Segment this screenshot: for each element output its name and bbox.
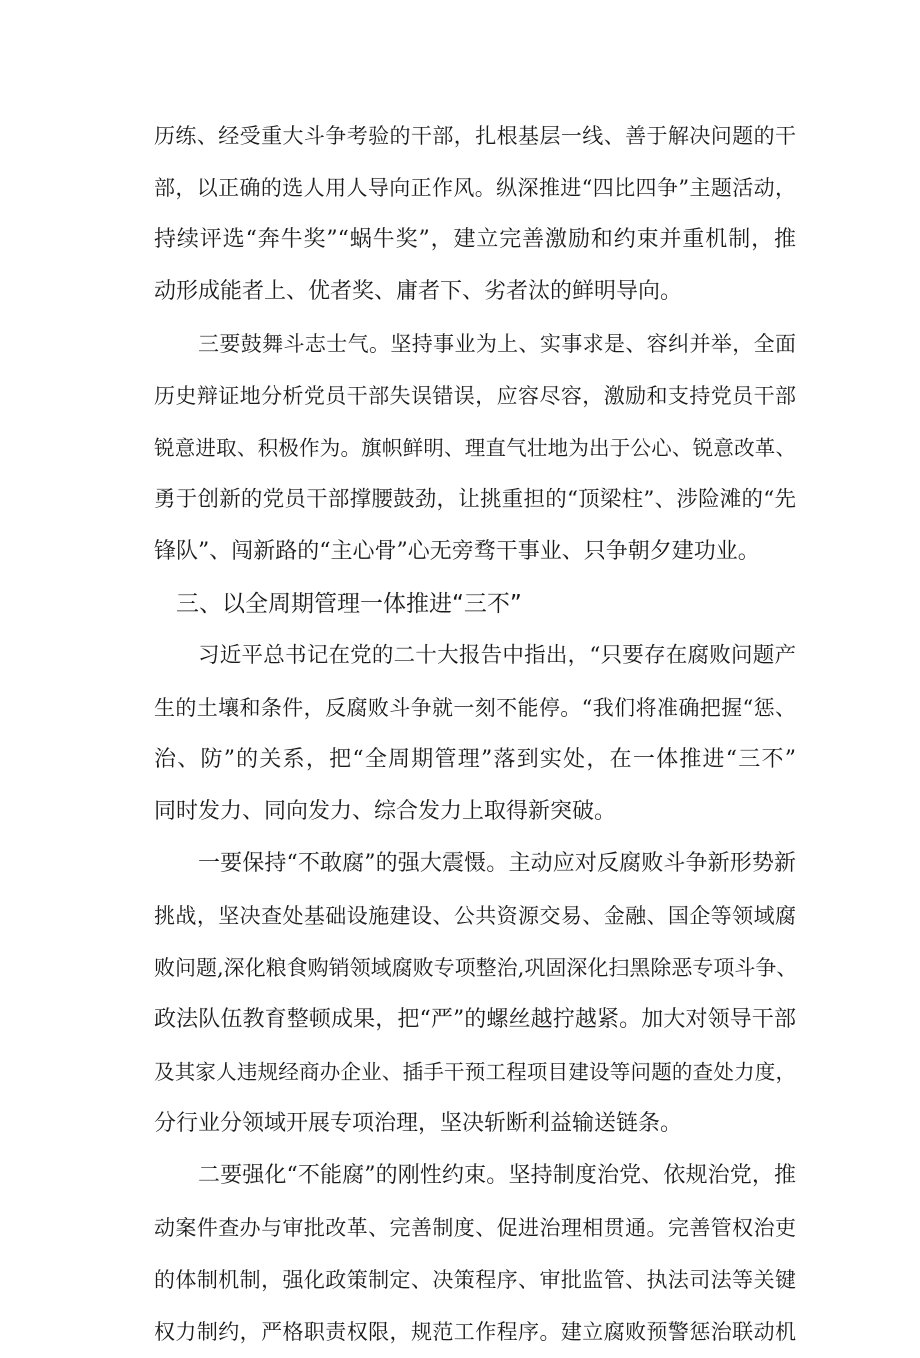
text-line: 分行业分领域开展专项治理，坚决斩断利益输送链条。 bbox=[154, 1111, 683, 1136]
text-line: 锋队”、闯新路的“主心骨”心无旁骛干事业、只争朝夕建功业。 bbox=[154, 539, 760, 564]
text-line: 动形成能者上、优者奖、庸者下、劣者汰的鲜明导向。 bbox=[154, 279, 683, 304]
text-line: 动案件查办与审批改革、完善制度、促进治理相贯通。完善管权治吏 bbox=[154, 1216, 796, 1240]
text-line: 生的土壤和条件，反腐败斗争就一刻不能停。“我们将准确把握“惩、 bbox=[154, 696, 796, 720]
section-heading: 三、以全周期管理一体推进“三不” bbox=[176, 591, 522, 617]
paragraph-start-line: 一要保持“不敢腐”的强大震慑。主动应对反腐败斗争新形势新 bbox=[198, 851, 796, 876]
text-line: 败问题,深化粮食购销领域腐败专项整治,巩固深化扫黑除恶专项斗争、 bbox=[154, 956, 798, 980]
text-line: 权力制约，严格职责权限，规范工作程序。建立腐败预警惩治联动机 bbox=[154, 1320, 796, 1344]
text-line: 锐意进取、积极作为。旗帜鲜明、理直气壮地为出于公心、锐意改革、 bbox=[154, 436, 796, 460]
text-line: 部，以正确的选人用人导向正作风。纵深推进“四比四争”主题活动， bbox=[154, 176, 796, 200]
text-line: 同时发力、同向发力、综合发力上取得新突破。 bbox=[154, 799, 617, 824]
text-line: 治、防”的关系，把“全周期管理”落到实处，在一体推进“三不” bbox=[154, 747, 796, 772]
text-line: 的体制机制，强化政策制定、决策程序、审批监管、执法司法等关键 bbox=[154, 1268, 796, 1292]
text-line: 挑战，坚决查处基础设施建设、公共资源交易、金融、国企等领域腐 bbox=[154, 904, 796, 928]
document-body bbox=[154, 110, 796, 1358]
text-line: 政法队伍教育整顿成果，把“严”的螺丝越拧越紧。加大对领导干部 bbox=[154, 1007, 796, 1032]
text-line: 历练、经受重大斗争考验的干部，扎根基层一线、善于解决问题的干 bbox=[154, 124, 796, 148]
paragraph-start-line: 三要鼓舞斗志士气。坚持事业为上、实事求是、容纠并举，全面 bbox=[198, 332, 796, 356]
text-line: 勇于创新的党员干部撑腰鼓劲，让挑重担的“顶梁柱”、涉险滩的“先 bbox=[154, 487, 796, 512]
text-line: 持续评选“奔牛奖”“蜗牛奖”，建立完善激励和约束并重机制，推 bbox=[154, 227, 796, 252]
paragraph-start-line: 习近平总书记在党的二十大报告中指出，“只要存在腐败问题产 bbox=[198, 643, 796, 668]
paragraph-start-line: 二要强化“不能腐”的刚性约束。坚持制度治党、依规治党，推 bbox=[198, 1163, 796, 1188]
text-line: 历史辩证地分析党员干部失误错误，应容尽容，激励和支持党员干部 bbox=[154, 384, 796, 408]
text-line: 及其家人违规经商办企业、插手干预工程项目建设等问题的查处力度， bbox=[154, 1060, 796, 1084]
